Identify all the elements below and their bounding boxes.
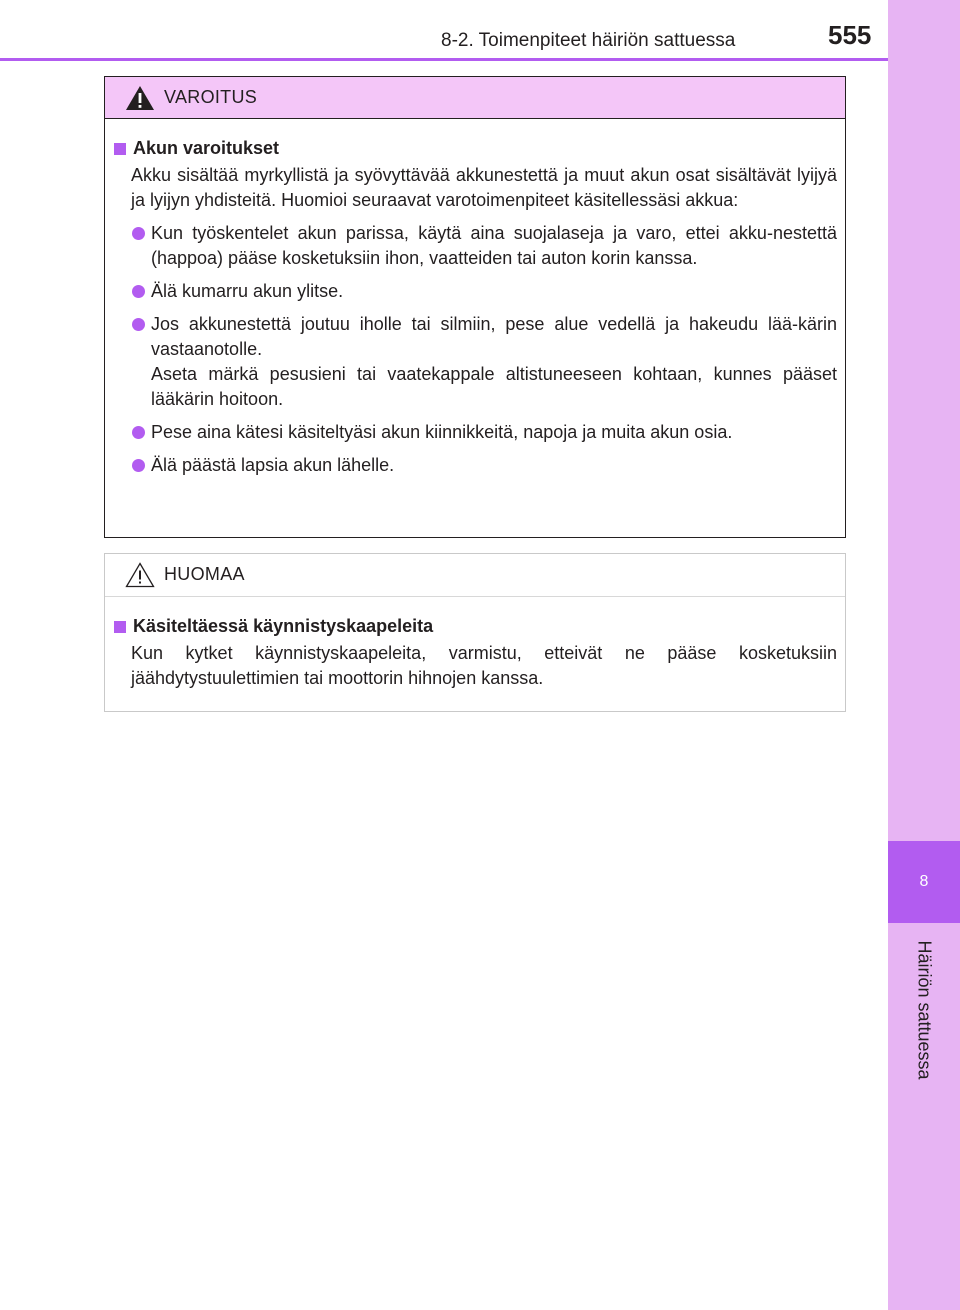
list-item <box>114 420 837 445</box>
header-rule <box>0 58 888 61</box>
circle-bullet-icon <box>132 318 145 331</box>
warning-box <box>104 76 846 538</box>
circle-bullet-icon <box>132 285 145 298</box>
warning-intro: Akku sisältää myrkyllistä ja syövyttävää akkunestettä ja muut akun osat sisältävät lyijyä ja lyijyn yhdisteitä. Huomioi seuraavat varotoimenpiteet käsitellessäsi akkua: <box>131 165 837 210</box>
chapter-title-vertical: Häiriön sattuessa <box>914 940 935 1080</box>
section-header-title: 8-2. Toimenpiteet häiriön sattuessa <box>441 30 736 51</box>
list-item-text: Jos akkunestettä joutuu iholle tai silmiin, pese alue vedellä ja hakeudu lää-kärin vastaanotolle. <box>151 314 837 359</box>
list-item-text: Älä päästä lapsia akun lähelle. <box>151 455 395 475</box>
list-item <box>114 312 837 412</box>
caution-triangle-outline-icon <box>125 562 155 588</box>
chapter-number-tab: 8 <box>888 841 960 923</box>
notice-box-header <box>105 554 845 597</box>
warning-section-title <box>114 136 837 161</box>
warning-box-header <box>105 77 845 119</box>
notice-text: Kun kytket käynnistyskaapeleita, varmistu, etteivät ne pääse kosketuksiin jäähdytystuulettimien tai moottorin hihnojen kanssa. <box>131 643 837 688</box>
warning-section-title-text: Akun varoitukset <box>133 138 280 158</box>
circle-bullet-icon <box>132 227 145 240</box>
list-item-text: Pese aina kätesi käsiteltyäsi akun kiinnikkeitä, napoja ja muita akun osia. <box>151 422 733 442</box>
notice-box <box>104 553 846 712</box>
list-item-text-continued: Aseta märkä pesusieni tai vaatekappale altistuneeseen kohtaan, kunnes pääset lääkärin hoitoon. <box>151 364 837 409</box>
list-item <box>114 221 837 271</box>
list-item-text: Älä kumarru akun ylitse. <box>151 281 344 301</box>
circle-bullet-icon <box>132 459 145 472</box>
notice-section-title-text: Käsiteltäessä käynnistyskaapeleita <box>133 616 434 636</box>
page-number: 555 <box>828 20 872 50</box>
chapter-sidebar <box>888 0 960 1310</box>
warning-triangle-icon <box>125 85 155 111</box>
list-item-text: Kun työskentelet akun parissa, käytä aina suojalaseja ja varo, ettei akku-nestettä (happoa) pääse kosketuksiin ihon, vaatteiden tai auton korin kanssa. <box>151 223 837 268</box>
list-item <box>114 453 837 478</box>
list-item <box>114 279 837 304</box>
circle-bullet-icon <box>132 426 145 439</box>
warning-box-title: VAROITUS <box>164 87 258 107</box>
square-bullet-icon <box>114 621 126 633</box>
notice-box-title: HUOMAA <box>164 564 245 584</box>
notice-section-title <box>114 614 837 639</box>
square-bullet-icon <box>114 143 126 155</box>
